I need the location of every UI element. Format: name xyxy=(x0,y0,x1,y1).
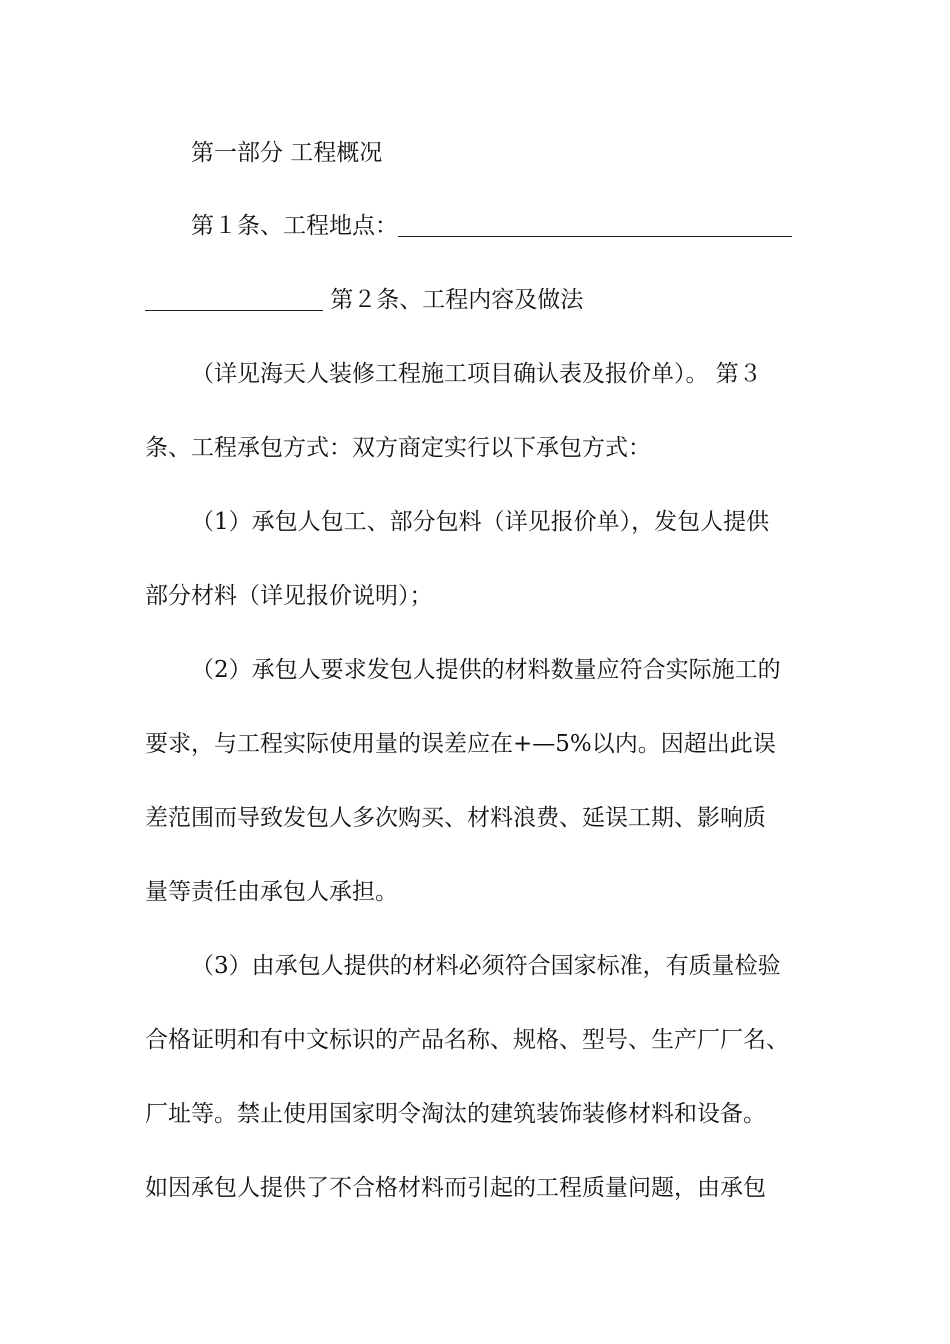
paragraph-line: 条、工程承包方式：双方商定实行以下承包方式： xyxy=(145,435,651,461)
paragraph-line: （详见海天人装修工程施工项目确认表及报价单）。 第３ xyxy=(191,361,762,387)
location-blank xyxy=(398,214,792,237)
article-2-line xyxy=(145,285,825,315)
location-blank-continued xyxy=(145,288,323,311)
paragraph-line: （3）由承包人提供的材料必须符合国家标准，有质量检验 xyxy=(191,953,781,979)
paragraph-line: 量等责任由承包人承担。 xyxy=(145,879,398,905)
paragraph-line: 厂址等。禁止使用国家明令淘汰的建筑装饰装修材料和设备。 xyxy=(145,1101,766,1127)
paragraph-line: 如因承包人提供了不合格材料而引起的工程质量问题，由承包 xyxy=(145,1175,766,1201)
section-heading: 第一部分 工程概况 xyxy=(191,140,383,166)
paragraph-line: 要求，与工程实际使用量的误差应在+—5%以内。因超出此误 xyxy=(145,731,776,757)
paragraph-line: 部分材料（详见报价说明）； xyxy=(145,583,433,609)
article-1-label: 第１条、工程地点： xyxy=(191,213,398,239)
paragraph-line: （1）承包人包工、部分包料（详见报价单），发包人提供 xyxy=(191,509,770,535)
article-1-line xyxy=(191,211,871,241)
article-2-label: 第２条、工程内容及做法 xyxy=(323,287,584,313)
paragraph-line: 差范围而导致发包人多次购买、材料浪费、延误工期、影响质 xyxy=(145,805,766,831)
paragraph-line: 合格证明和有中文标识的产品名称、规格、型号、生产厂厂名、 xyxy=(145,1027,789,1053)
paragraph-line: （2）承包人要求发包人提供的材料数量应符合实际施工的 xyxy=(191,657,781,683)
